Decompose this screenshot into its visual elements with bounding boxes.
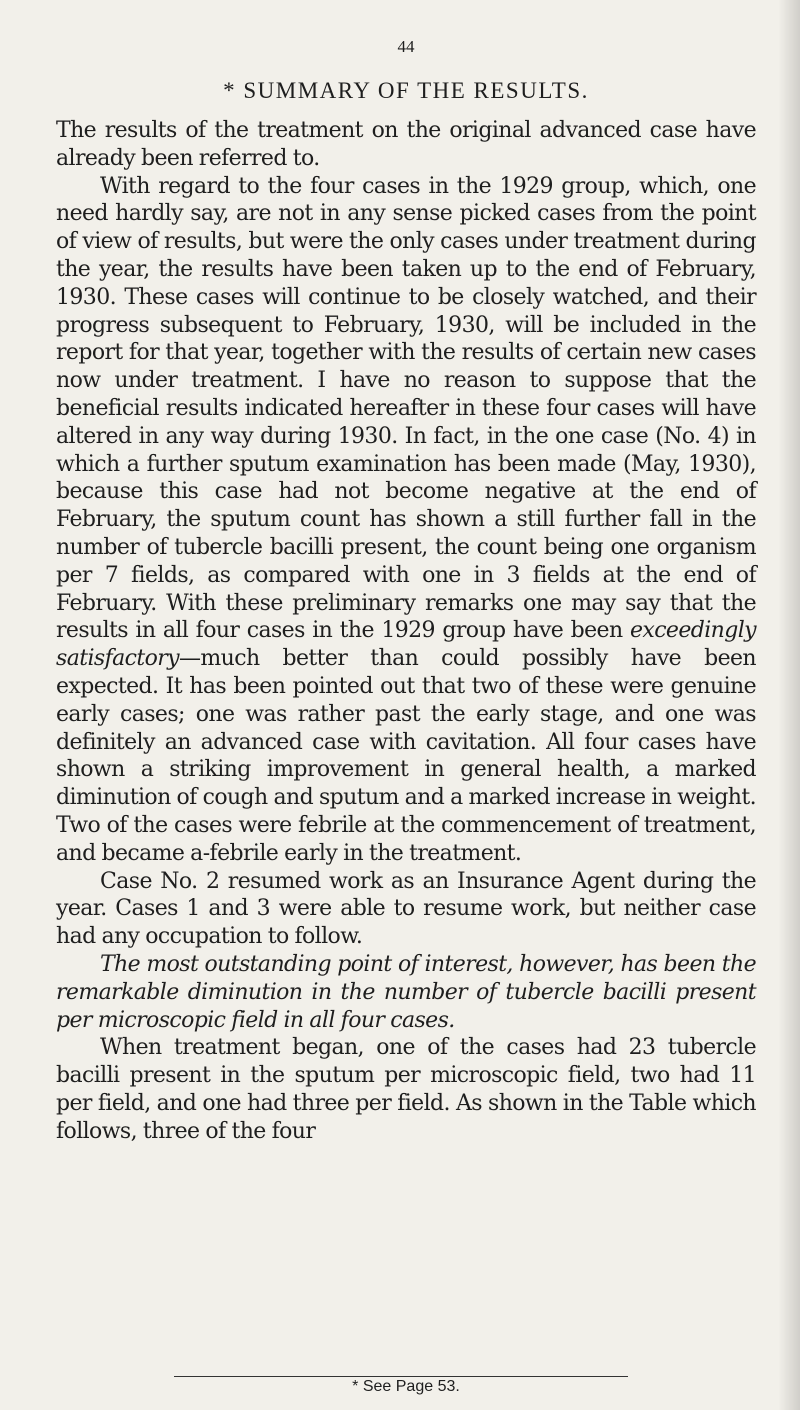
paragraph-intro: The results of the treatment on the original advanced case have already been referred to. xyxy=(56,118,756,171)
page-number: 44 xyxy=(397,37,415,56)
paragraph-1929-group-text: With regard to the four cases in the 1929 group, which, one need hardly say, are not in any sense picked cases from the point of view of results, but were the only cases under treatment during the year, the results have been taken up to the end of February, 1930. These cases will continue to be closely watched, and their progress subsequent to February, 1930, will be included in the report for that year, together with the results of certain new cases now under treatment. I have no reason to suppose that the beneficial results indicated hereafter in these four cases will have altered in any way during 1930. In fact, in the one case (No. 4) in which a further sputum examination has been made (May, 1930), because this case had not become negative at the end of February, the sputum count has shown a still further fall in the number of tubercle bacilli present, the count being one organism per 7 fields, as compared with one in 3 fields at the end of February. With these preliminary remarks one may say that the results in all four cases in the 1929 group have been xyxy=(56,173,756,644)
paragraph-when-treatment-began: When treatment began, one of the cases had 23 tubercle bacilli present in the sputum per microscopic field, two had 11 per field, and one had three per field. As shown in the Table which follows, three of the four xyxy=(56,1035,756,1144)
footnote-divider xyxy=(174,1376,628,1377)
body-text xyxy=(56,117,756,1145)
paragraph-case-2: Case No. 2 resumed work as an Insurance Agent during the year. Cases 1 and 3 were able to resume work, but neither case had any occupation to follow. xyxy=(56,868,756,950)
emphasis-exceedingly-satisfactory: exceedingly satisfactory xyxy=(56,618,756,672)
section-heading: * SUMMARY OF THE RESULTS. xyxy=(223,78,589,103)
italic-outstanding-point: The most outstanding point of interest, however, has been the remarkable diminution in the number of tubercle bacilli present per microscopic field in all four cases. xyxy=(56,951,756,1033)
paragraph-1929-group xyxy=(56,173,756,868)
paragraph-1929-group-text-after: —much better than could possibly have been expected. It has been pointed out that two of these were genuine early cases; one was rather past the early stage, and one was definitely an advanced case with cavitation. All four cases have shown a striking improvement in general health, a marked diminution of cough and sputum and a marked increase in weight. Two of the cases were febrile at the commencement of treatment, and became a-febrile early in the treatment. xyxy=(56,646,757,866)
footnote: * See Page 53. xyxy=(352,1378,460,1395)
paragraph-outstanding-point xyxy=(56,951,756,1034)
page-edge-shadow xyxy=(778,0,800,1410)
